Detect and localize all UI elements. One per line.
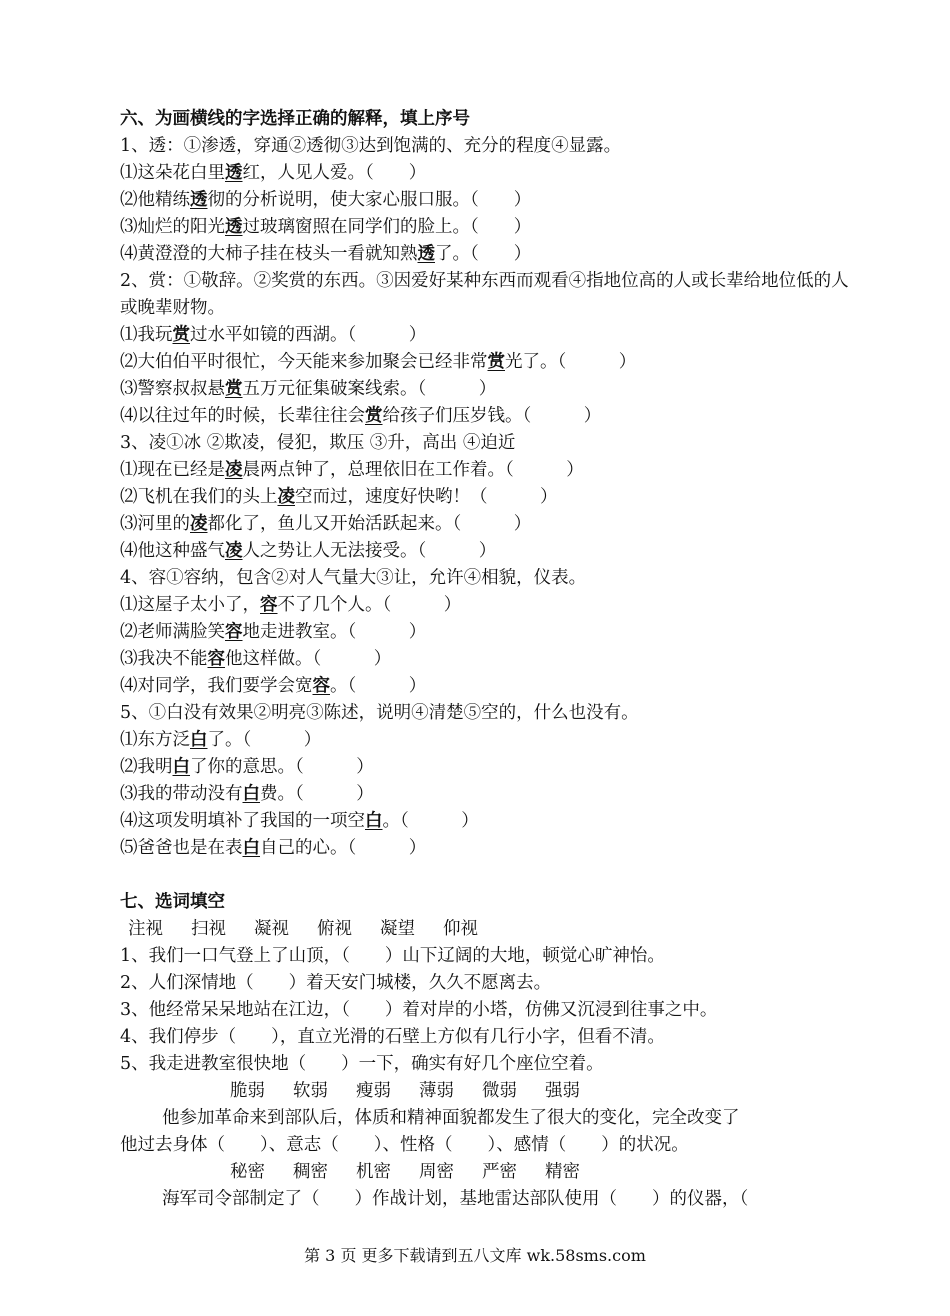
question-text-with-blank: 晨两点钟了，总理依旧在工作着。（ ） bbox=[242, 460, 584, 480]
question-item bbox=[120, 754, 855, 781]
question-item bbox=[120, 673, 855, 700]
question-text: ⑵飞机在我们的头上 bbox=[120, 487, 278, 507]
question-item bbox=[120, 322, 855, 349]
page-footer: 第 3 页 更多下载请到五八文库 wk.58sms.com bbox=[304, 1246, 646, 1265]
question-text: ⑶我的带动没有 bbox=[120, 784, 243, 804]
word-bank-2 bbox=[120, 1078, 855, 1105]
question-item bbox=[120, 457, 855, 484]
word-bank-3 bbox=[120, 1159, 855, 1186]
definition-line: 5、①白没有效果②明亮③陈述，说明④清楚⑤空的，什么也没有。 bbox=[120, 703, 639, 723]
section-spacer bbox=[120, 862, 855, 889]
underlined-character: 白 bbox=[242, 784, 260, 804]
word-option: 软弱 bbox=[293, 1081, 328, 1101]
underlined-character: 赏 bbox=[365, 406, 383, 426]
word-option: 秘密 bbox=[230, 1162, 265, 1182]
paragraph2-line1: 他参加革命来到部队后，体质和精神面貌都发生了很大的变化，完全改变了 bbox=[162, 1108, 740, 1128]
word-option: 凝望 bbox=[380, 919, 415, 939]
fill-in-sentence: 1、我们一口气登上了山顶，（ ）山下辽阔的大地，顿觉心旷神怡。 bbox=[120, 946, 665, 966]
question-item bbox=[120, 160, 855, 187]
question-text-with-blank: 了。（ ） bbox=[207, 730, 322, 750]
question-text-with-blank: 地走进教室。（ ） bbox=[242, 622, 427, 642]
question-text: ⑷他这种盛气 bbox=[120, 541, 225, 561]
underlined-character: 透 bbox=[225, 163, 243, 183]
underlined-character: 白 bbox=[190, 730, 208, 750]
underlined-character: 凌 bbox=[277, 487, 295, 507]
question-item bbox=[120, 403, 855, 430]
section7-sentences bbox=[120, 943, 855, 1078]
question-text: ⑵大伯伯平时很忙，今天能来参加聚会已经非常 bbox=[120, 352, 488, 372]
question-text-with-blank: 光了。（ ） bbox=[505, 352, 637, 372]
question-text: ⑵他精练 bbox=[120, 190, 190, 210]
underlined-character: 透 bbox=[417, 244, 435, 264]
definition-line: 4、容①容纳，包含②对人气量大③让，允许④相貌，仪表。 bbox=[120, 568, 587, 588]
word-option: 强弱 bbox=[545, 1081, 580, 1101]
underlined-character: 容 bbox=[207, 649, 225, 669]
underlined-character: 凌 bbox=[190, 514, 208, 534]
question-text: ⑸爸爸也是在表 bbox=[120, 838, 243, 858]
fill-in-sentence: 5、我走进教室很快地（ ）一下，确实有好几个座位空着。 bbox=[120, 1054, 604, 1074]
fill-in-sentence: 3、他经常呆呆地站在江边，（ ）着对岸的小塔，仿佛又沉浸到往事之中。 bbox=[120, 1000, 718, 1020]
question-text: ⑴我玩 bbox=[120, 325, 173, 345]
question-item bbox=[120, 781, 855, 808]
word-option: 稠密 bbox=[293, 1162, 328, 1182]
underlined-character: 容 bbox=[260, 595, 278, 615]
question-item bbox=[120, 484, 855, 511]
underlined-character: 透 bbox=[225, 217, 243, 237]
section6-groups bbox=[120, 133, 855, 862]
question-text-with-blank: 费。（ ） bbox=[260, 784, 374, 804]
question-text: ⑶灿烂的阳光 bbox=[120, 217, 225, 237]
question-text: ⑶我决不能 bbox=[120, 649, 208, 669]
question-text-with-blank: 五万元征集破案线索。（ ） bbox=[242, 379, 497, 399]
underlined-character: 白 bbox=[172, 757, 190, 777]
underlined-character: 容 bbox=[225, 622, 243, 642]
word-option: 精密 bbox=[545, 1162, 580, 1182]
question-item bbox=[120, 727, 855, 754]
question-text-with-blank: 不了几个人。（ ） bbox=[277, 595, 462, 615]
question-text-with-blank: 过水平如镜的西湖。（ ） bbox=[190, 325, 427, 345]
definition-line: 2、赏：①敬辞。②奖赏的东西。③因爱好某种东西而观看④指地位高的人或长辈给地位低的人或晚辈财物。 bbox=[120, 271, 849, 318]
word-option: 瘦弱 bbox=[356, 1081, 391, 1101]
paragraph3-line1: 海军司令部制定了（ ）作战计划，基地雷达部队使用（ ）的仪器，（ bbox=[162, 1189, 749, 1209]
underlined-character: 透 bbox=[190, 190, 208, 210]
question-item bbox=[120, 376, 855, 403]
underlined-character: 赏 bbox=[487, 352, 505, 372]
question-text: ⑷以往过年的时候，长辈往往会 bbox=[120, 406, 365, 426]
paragraph2-line2: 他过去身体（ ）、意志（ ）、性格（ ）、感情（ ）的状况。 bbox=[120, 1135, 689, 1155]
question-text-with-blank: 都化了，鱼儿又开始活跃起来。（ ） bbox=[207, 514, 532, 534]
word-option: 脆弱 bbox=[230, 1081, 265, 1101]
question-text-with-blank: 了你的意思。（ ） bbox=[190, 757, 374, 777]
word-option: 扫视 bbox=[191, 919, 226, 939]
question-text: ⑶警察叔叔悬 bbox=[120, 379, 225, 399]
definition-line: 3、凌①冰 ②欺凌，侵犯，欺压 ③升，高出 ④迫近 bbox=[120, 433, 516, 453]
question-item bbox=[120, 214, 855, 241]
underlined-character: 赏 bbox=[172, 325, 190, 345]
question-text: ⑴现在已经是 bbox=[120, 460, 225, 480]
question-text: ⑷黄澄澄的大柿子挂在枝头一看就知熟 bbox=[120, 244, 418, 264]
underlined-character: 白 bbox=[365, 811, 383, 831]
question-text-with-blank: 红，人见人爱。（ ） bbox=[242, 163, 427, 183]
fill-in-sentence: 4、我们停步（ ），直立光滑的石壁上方似有几行小字，但看不清。 bbox=[120, 1027, 665, 1047]
question-text: ⑵我明 bbox=[120, 757, 173, 777]
question-text: ⑷对同学，我们要学会宽 bbox=[120, 676, 313, 696]
question-text-with-blank: 彻的分析说明，使大家心服口服。（ ） bbox=[207, 190, 532, 210]
worksheet-content bbox=[120, 106, 855, 1213]
question-text-with-blank: 空而过，速度好快哟！（ ） bbox=[295, 487, 558, 507]
question-text: ⑶河里的 bbox=[120, 514, 190, 534]
question-item bbox=[120, 187, 855, 214]
question-item bbox=[120, 349, 855, 376]
question-text-with-blank: 人之势让人无法接受。（ ） bbox=[242, 541, 497, 561]
question-text-with-blank: 了。（ ） bbox=[435, 244, 532, 264]
underlined-character: 凌 bbox=[225, 541, 243, 561]
question-text-with-blank: 自己的心。（ ） bbox=[260, 838, 427, 858]
word-bank-1 bbox=[120, 916, 855, 943]
question-item bbox=[120, 835, 855, 862]
word-option: 仰视 bbox=[443, 919, 478, 939]
word-option: 周密 bbox=[419, 1162, 454, 1182]
question-text: ⑷这项发明填补了我国的一项空 bbox=[120, 811, 365, 831]
question-text: ⑵老师满脸笑 bbox=[120, 622, 225, 642]
question-text: ⑴这朵花白里 bbox=[120, 163, 225, 183]
question-text-with-blank: 给孩子们压岁钱。（ ） bbox=[382, 406, 602, 426]
question-item bbox=[120, 511, 855, 538]
question-text-with-blank: 。（ ） bbox=[382, 811, 479, 831]
word-option: 微弱 bbox=[482, 1081, 517, 1101]
question-item bbox=[120, 619, 855, 646]
underlined-character: 白 bbox=[242, 838, 260, 858]
word-option: 凝视 bbox=[254, 919, 289, 939]
underlined-character: 凌 bbox=[225, 460, 243, 480]
fill-in-sentence: 2、人们深情地（ ）着天安门城楼，久久不愿离去。 bbox=[120, 973, 552, 993]
question-text-with-blank: 他这样做。（ ） bbox=[225, 649, 392, 669]
question-text-with-blank: 。（ ） bbox=[330, 676, 427, 696]
question-item bbox=[120, 592, 855, 619]
definition-line: 1、透：①渗透，穿通②透彻③达到饱满的、充分的程度④显露。 bbox=[120, 136, 622, 156]
question-item bbox=[120, 808, 855, 835]
question-item bbox=[120, 646, 855, 673]
question-item bbox=[120, 241, 855, 268]
section6-title: 六、为画横线的字选择正确的解释，填上序号 bbox=[120, 109, 470, 129]
word-option: 薄弱 bbox=[419, 1081, 454, 1101]
word-option: 机密 bbox=[356, 1162, 391, 1182]
question-text-with-blank: 过玻璃窗照在同学们的脸上。（ ） bbox=[242, 217, 532, 237]
word-option: 注视 bbox=[128, 919, 163, 939]
question-item bbox=[120, 538, 855, 565]
question-text: ⑴东方泛 bbox=[120, 730, 190, 750]
word-option: 俯视 bbox=[317, 919, 352, 939]
section7-title: 七、选词填空 bbox=[120, 892, 225, 912]
underlined-character: 赏 bbox=[225, 379, 243, 399]
word-option: 严密 bbox=[482, 1162, 517, 1182]
underlined-character: 容 bbox=[312, 676, 330, 696]
question-text: ⑴这屋子太小了， bbox=[120, 595, 260, 615]
